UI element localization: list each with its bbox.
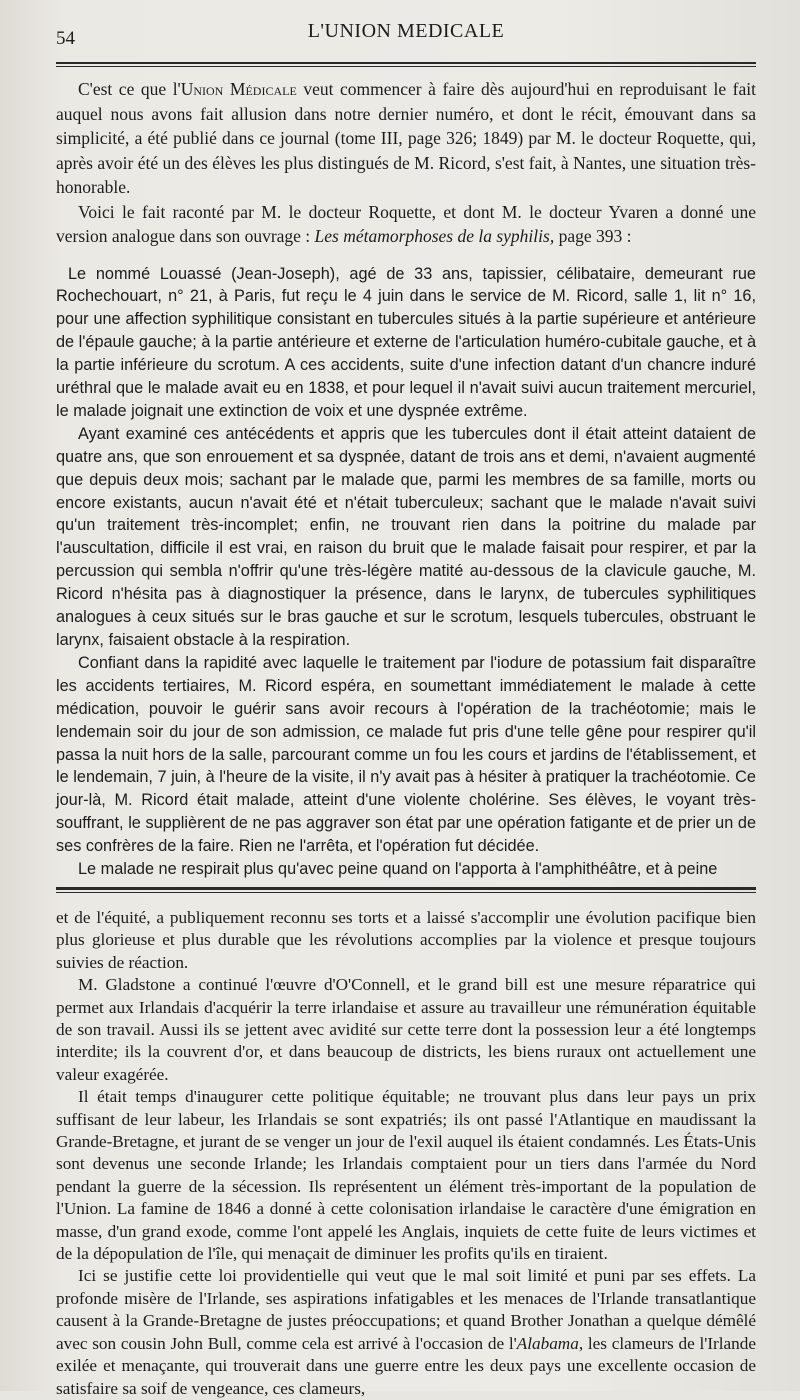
case-paragraph-3: Confiant dans la rapidité avec laquelle le traitement par l'iodure de potassium fait disparaître les accidents tertiaires, M. Ricord espéra, en soumettant immédiatement le malade à cette médication, pouvoir le guérir sans avoir recours à l'opération de la trachéotomie; mais le lendemain soir du jour de son admission, ce malade fut pris d'une telle gêne pour respirer qu'il passa la nuit hors de la salle, parcourant comme un fou les cours et jardins de l'établissement, et le lendemain, 7 juin, à l'heure de la visite, il n'y avait pas à hésiter à pratiquer la trachéotomie. Ce jour-là, M. Ricord était malade, atteint d'une violente cholérine. Ses élèves, le voyant très-souffrant, le supplièrent de ne pas aggraver son état par une opération fatigante et de prier un de ses confrères de la faire. Rien ne l'arrêta, et l'opération fut décidée. [56, 653, 756, 856]
case-paragraph-4: Le malade ne respirait plus qu'avec peine quand on l'apporta à l'amphithéâtre, et à peine [78, 860, 718, 879]
ship-name: Alabama [516, 1333, 579, 1353]
header-rule-thin [56, 66, 756, 67]
page-header [56, 18, 756, 48]
feuilleton-paragraph-2: M. Gladstone a continué l'œuvre d'O'Connell, et le grand bill est une mesure réparatrice qui permet aux Irlandais d'acquérir la terre irlandaise et assure au travailleur une rémunération équitable de son travail. Aussi ils se jettent avec avidité sur cette terre dont la possession leur a été longtemps interdite; ils la couvrent d'or, et dans beaucoup de districts, les biens ruraux ont actuellement une valeur exagérée. [56, 975, 756, 1084]
feuilleton-section [56, 907, 756, 1400]
header-rule [56, 62, 756, 64]
intro-section [56, 77, 756, 249]
case-report [56, 263, 756, 881]
case-paragraph-2: Ayant examiné ces antécédents et appris que les tubercules dont il était atteint dataient de quatre ans, que son enrouement et sa dyspnée, datant de trois ans et demi, n'avaient augmenté que depuis deux mois; sachant par le malade que, parmi les membres de sa famille, morts ou encore existants, aucun n'avait été et n'était tuberculeux; sachant que le malade n'avait suivi qu'un traitement très-incomplet; enfin, ne trouvant rien dans la poitrine du malade par l'auscultation, difficile il est vrai, en raison du bruit que le malade faisait pour respirer, et par la percussion qui sembla n'offrir qu'une très-légère matité au-dessous de la clavicule gauche, M. Ricord n'hésita pas à diagnostiquer la présence, dans le larynx, de tubercules syphilitiques analogues à ceux situés sur le bras gauche et sur le scrotum, lesquels tubercules, obstruant le larynx, faisaient obstacle à la respiration. [56, 424, 756, 649]
case-paragraph-1: Le nommé Louassé (Jean-Joseph), agé de 33 ans, tapissier, célibataire, demeurant rue Rochechouart, n° 21, à Paris, fut reçu le 4 juin dans le service de M. Ricord, salle 1, lit n° 16, pour une affection syphilitique consistant en tubercules situés à la partie supérieure et antérieure de l'épaule gauche; à la partie antérieure et externe de l'articulation huméro-cubitale gauche, et à la partie inférieure du scrotum. A ces accidents, suite d'une infection datant d'un chancre induré uréthral que le malade avait eu en 1838, et pour lequel il n'avait suivi aucun traitement mercuriel, le malade joignait une extinction de voix et une dyspnée extrême. [56, 264, 756, 420]
page-number: 54 [56, 28, 75, 49]
feuilleton-separator [56, 887, 756, 893]
journal-name: Union Médicale [180, 79, 297, 99]
book-title: Les métamorphoses de la syphilis, [314, 226, 555, 246]
intro-paragraph-1: C'est ce que l'Union Médicale veut commencer à faire dès aujourd'hui en reproduisant le fait auquel nous avons fait allusion dans notre dernier numéro, et dont le récit, émouvant dans sa simplicité, a été publié dans ce journal (tome III, page 326; 1849) par M. le docteur Roquette, qui, après avoir été un des élèves les plus distingués de M. Ricord, s'est fait, à Nantes, une situation très-honorable. [56, 79, 757, 197]
feuilleton-paragraph-1: et de l'équité, a publiquement reconnu ses torts et a laissé s'accomplir une évolution pacifique bien plus glorieuse et plus durable que les révolutions accomplies par la violence et presque toujours suivies de réaction. [56, 907, 756, 972]
feuilleton-paragraph-3: Il était temps d'inaugurer cette politique équitable; ne trouvant plus dans leur pays un prix suffisant de leur labeur, les Irlandais se sont expatriés; ils ont passé l'Atlantique en maudissant la Grande-Bretagne, et jurant de se venger un jour de l'exil auquel ils étaient condamnés. Les États-Unis sont devenus une seconde Irlande; les Irlandais comptaient pour un tiers dans l'armée du Nord pendant la guerre de la sécession. Ils représentent un élément très-important de la population de l'Union. La famine de 1846 a donné à cette colonisation irlandaise le caractère d'une émigration en masse, d'un grand exode, comme l'ont appelé les Anglais, inquiets de cette fuite de leurs victimes et de la dépopulation de l'île, qui menaçait de diminuer les profits qu'ils en tiraient. [56, 1087, 756, 1264]
intro-paragraph-2: Voici le fait raconté par M. le docteur Roquette, et dont M. le docteur Yvaren a donné une version analogue dans son ouvrage : Les métamorphoses de la syphilis, page 393 : [56, 201, 756, 246]
feuilleton-paragraph-4: Ici se justifie cette loi providentielle qui veut que le mal soit limité et puni par ses effets. La profonde misère de l'Irlande, ses aspirations infatigables et les menaces de l'Irlande transatlantique causent à la Grande-Bretagne de justes préoccupations; et quand Brother Jonathan a quelque démêlé avec son cousin John Bull, comme cela est arrivé à l'occasion de l'Alabama, les clameurs de l'Irlande exilée et menaçante, qui trouverait dans une guerre entre les deux pays une excellente occasion de satisfaire sa soif de vengeance, ces clameurs, [56, 1266, 756, 1398]
running-title: L'UNION MEDICALE [307, 20, 505, 42]
